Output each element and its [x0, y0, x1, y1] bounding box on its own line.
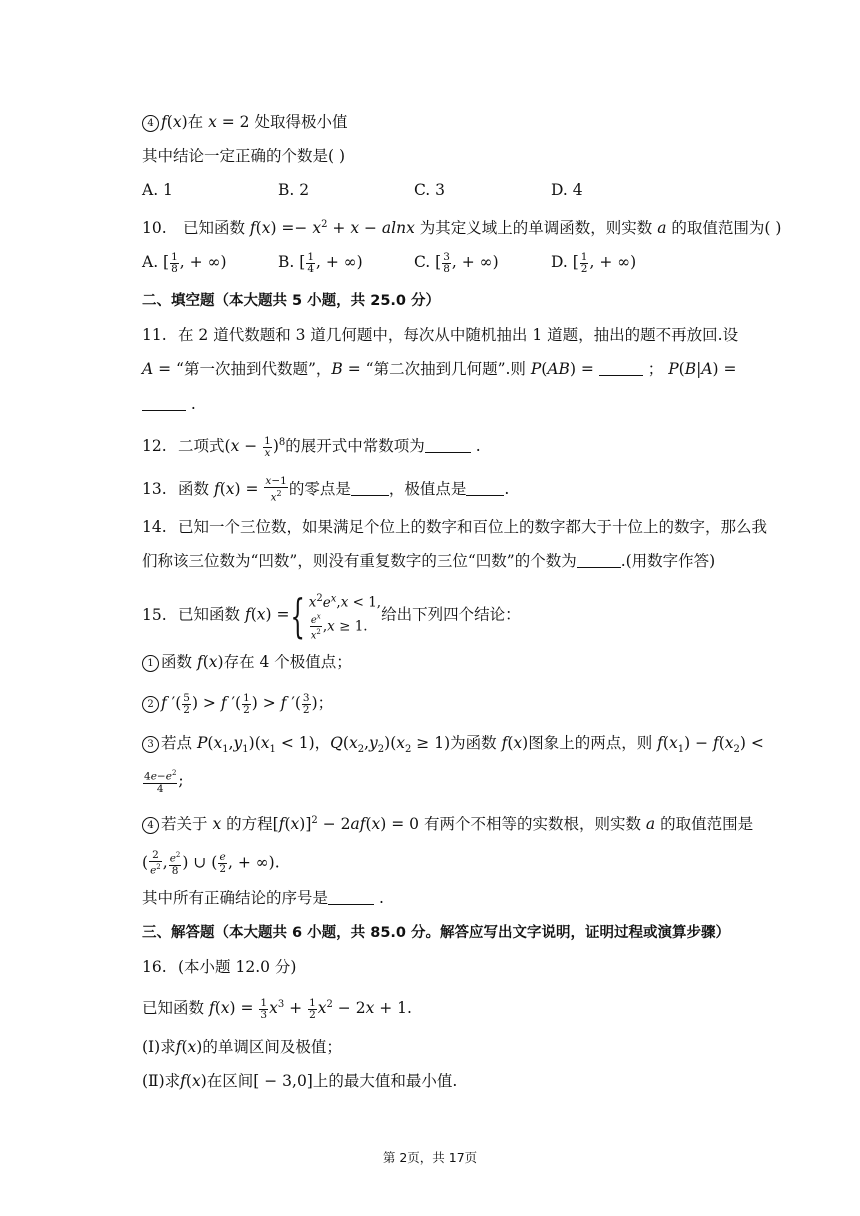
q15-conclusion-3: 3 若点 $P(x_1,y_1)(x_1 < 1)$，$Q(x_2,y_2)(x_2 \ge 1)$为函数 f(x)图象上的两点，则 $f(x_1) - f(x_2)$ <: [142, 732, 764, 761]
q10-stem: 10. 已知函数 $f(x) =- x^2 + x - alnx$ 为其定义域上的单调函数，则实数 a 的取值范围为( ): [142, 219, 782, 238]
q10-option-c: C. [ $\frac{3}{8}$ , + ∞): [414, 250, 499, 275]
q15-conclusion-1: 1 函数 f(x)存在 4 个极值点；: [142, 651, 352, 673]
section-fill-in-title: 二、填空题（本大题共 5 小题，共 25.0 分）: [142, 293, 441, 309]
q10-tail: 的取值范围为( ): [671, 219, 782, 238]
q10-option-d: D. [ $\frac{1}{2}$ , + ∞): [551, 250, 637, 275]
q11-line2: A = “第一次抽到代数题”，B = “第二次抽到几何题”.则 P(AB) = ； P(B|A) =: [142, 360, 737, 378]
section-solutions-title: 三、解答题（本大题共 6 小题，共 85.0 分。解答应写出文字说明，证明过程或演算步骤）: [142, 925, 731, 941]
q11-line1: 11. 在 2 道代数题和 3 道几何题中，每次从中随机抽出 1 道题，抽出的题不再放回.设: [142, 326, 739, 344]
q15-conclusion-4-cont: ( $\frac{2}{e^2}$ , $\frac{e^2}{8}$ ) ∪ ( $\frac{e}{2}$ , + ∞).: [142, 849, 280, 877]
q9-item4: 4 f(x)在 x = 2 处取得极小值: [142, 111, 347, 133]
page-number: 第 2页，共 17页: [382, 1150, 478, 1165]
q11-line3: .: [142, 393, 196, 415]
q10-number: 10.: [142, 219, 167, 238]
q9-stem: 其中结论一定正确的个数是( ): [142, 147, 346, 165]
q13: 13. 函数 f(x) = $\frac{x-1}{x^2}$ 的零点是 ，极值点是 .: [142, 475, 510, 504]
q9-option-b: B. 2: [278, 181, 310, 199]
q16-part1: (Ⅰ)求f(x)的单调区间及极值；: [142, 1038, 342, 1056]
q15-conclusion-4: 4 若关于 x 的方程$[f(x)]^2 - 2af(x) = 0$ 有两个不相等的实数根，则实数 a 的取值范围是: [142, 810, 753, 835]
q14-line1: 14. 已知一个三位数，如果满足个位上的数字和百位上的数字都大于十位上的数字，那么我: [142, 518, 768, 536]
q15-stem-final: 其中所有正确结论的序号是 .: [142, 889, 384, 907]
q10-prefix: 已知函数: [182, 219, 245, 238]
q10-suffix: 为其定义域上的单调函数，则实数: [419, 219, 653, 238]
q9-option-d: D. 4: [551, 181, 583, 199]
q9-option-a: A. 1: [142, 181, 173, 199]
q10-option-a: A. [ $\frac{1}{8}$ , + ∞): [142, 250, 227, 275]
q12: 12. 二项式(x − $\frac{1}{x}$ )$^8$的展开式中常数项为 .: [142, 434, 481, 459]
q16-intro: 已知函数 f(x) = $\frac{1}{3}$ $x^3$ + $\frac{1}{2}$ $x^2 - 2x + 1$.: [142, 996, 412, 1021]
q16-header: 16. (本小题 12.0 分): [142, 958, 297, 976]
q15-conclusion-3-cont: $\frac{4e-e^2}{4}$ ;: [144, 769, 184, 795]
q14-line2: 们称该三位数为“凹数”，则没有重复数字的三位“凹数”的个数为 .(用数字作答): [142, 552, 716, 570]
q15-stem: 15. 已知函数 f(x) ={ $x^2e^x,x < 1$, $\frac{e^x}{x^2}$ ,x ≥ 1. 给出下列四个结论：: [142, 588, 521, 643]
q15-conclusion-2: 2 f ′( $\frac{5}{2}$ ) > f ′( $\frac{1}{2}$ ) > f ′( $\frac{3}{2}$ )；: [142, 692, 333, 716]
q10-option-b: B. [ $\frac{1}{4}$ , + ∞): [278, 250, 363, 275]
q9-option-c: C. 3: [414, 181, 446, 199]
q16-part2: (Ⅱ)求f(x)在区间[ − 3,0]上的最大值和最小值.: [142, 1072, 458, 1090]
